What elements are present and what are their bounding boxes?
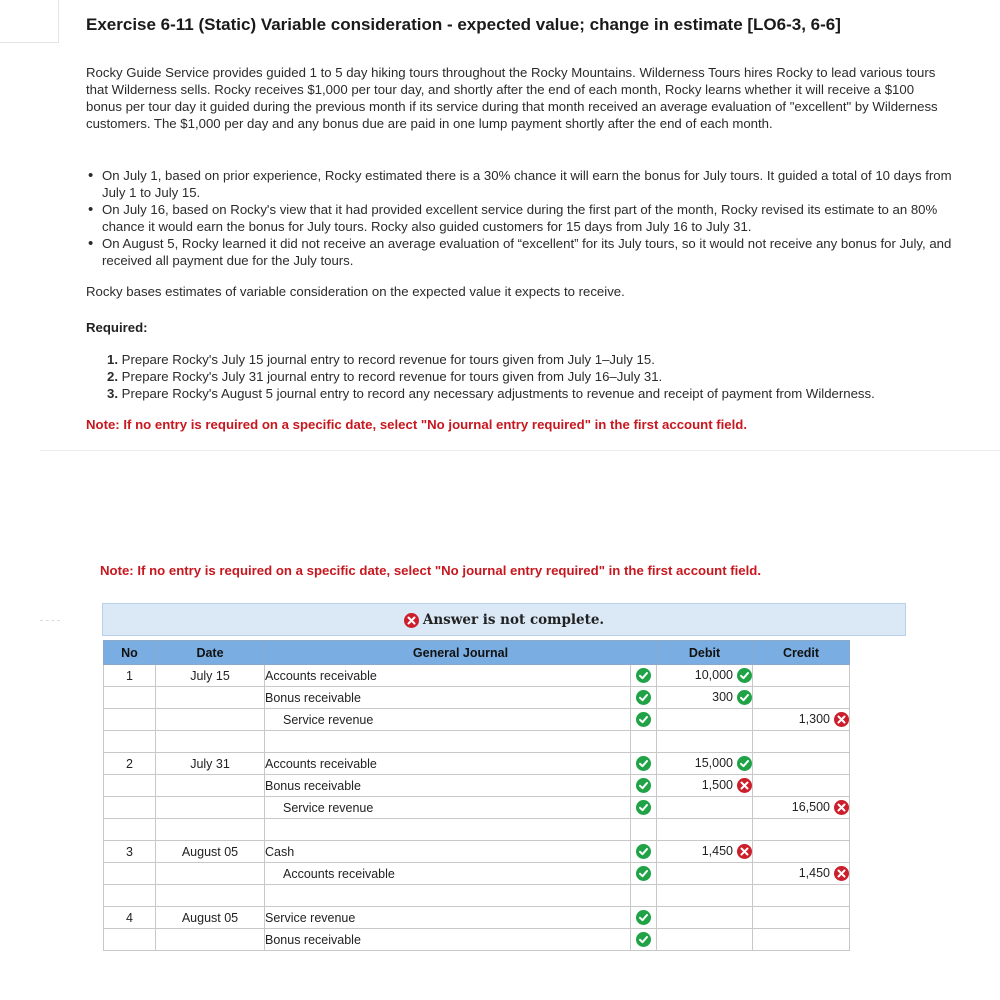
column-header-debit: Debit xyxy=(657,641,753,665)
entry-date-cell[interactable] xyxy=(156,841,265,863)
debit-cell-value: 10,000 xyxy=(694,667,733,682)
requirement-number: 2. xyxy=(107,369,118,385)
spacer-row xyxy=(104,885,850,907)
requirements-list xyxy=(107,351,875,402)
table-row xyxy=(104,687,850,709)
debit-cell[interactable] xyxy=(657,687,753,709)
check-cell xyxy=(631,731,657,753)
debit-cell-value: 15,000 xyxy=(694,755,733,770)
account-cell-value: Service revenue xyxy=(265,910,356,925)
scenario-bullets xyxy=(86,167,966,270)
debit-cell[interactable] xyxy=(657,709,753,731)
account-cell-value: Service revenue xyxy=(283,800,374,815)
debit-cell[interactable] xyxy=(657,907,753,929)
entry-number-cell-value: 1 xyxy=(126,668,133,683)
account-cell-value: Accounts receivable xyxy=(265,668,377,683)
account-cell[interactable] xyxy=(265,687,631,709)
entry-number-cell xyxy=(104,665,156,687)
credit-cell[interactable] xyxy=(753,709,850,731)
answer-status-bar xyxy=(102,603,906,636)
table-row xyxy=(104,907,850,929)
check-circle-icon xyxy=(636,932,651,947)
debit-cell[interactable] xyxy=(657,841,753,863)
table-row xyxy=(104,797,850,819)
account-status-cell xyxy=(631,863,657,885)
account-cell[interactable] xyxy=(265,929,631,951)
credit-cell[interactable] xyxy=(753,907,850,929)
check-circle-icon xyxy=(737,690,752,705)
account-cell xyxy=(265,731,631,753)
entry-date-cell[interactable] xyxy=(156,665,265,687)
debit-cell[interactable] xyxy=(657,775,753,797)
spacer-row xyxy=(104,731,850,753)
entry-number-cell xyxy=(104,863,156,885)
account-cell-value: Cash xyxy=(265,844,295,859)
entry-date-cell[interactable] xyxy=(156,775,265,797)
requirement-text: Prepare Rocky's August 5 journal entry to record any necessary adjustments to revenue and receipt of payment from Wilderness. xyxy=(121,386,875,402)
entry-number-cell xyxy=(104,709,156,731)
check-circle-icon xyxy=(636,712,651,727)
date-cell xyxy=(156,885,265,907)
entry-number-cell xyxy=(104,775,156,797)
requirement-text: Prepare Rocky's July 31 journal entry to record revenue for tours given from July 16–July 31. xyxy=(121,369,663,385)
corner-frame xyxy=(0,0,59,43)
section-divider xyxy=(40,450,1000,451)
credit-cell[interactable] xyxy=(753,687,850,709)
requirement-item xyxy=(107,385,875,402)
table-row xyxy=(104,665,850,687)
debit-cell-value: 1,450 xyxy=(701,843,733,858)
x-circle-icon xyxy=(834,866,849,881)
credit-cell[interactable] xyxy=(753,775,850,797)
bullet-item: • On July 16, based on Rocky's view that it had provided excellent service during the first part of the month, Rocky revised its estimate to an 80% chance it would earn the bonus for July tours. Rocky also guided customers for 15 days from July 16 to July 31. xyxy=(86,201,966,235)
requirement-item xyxy=(107,351,875,368)
check-circle-icon xyxy=(636,866,651,881)
account-status-cell xyxy=(631,665,657,687)
x-circle-icon xyxy=(834,712,849,727)
account-cell-value: Bonus receivable xyxy=(265,932,361,947)
entry-number-cell-value: 4 xyxy=(126,910,133,925)
account-cell[interactable] xyxy=(265,775,631,797)
table-row xyxy=(104,775,850,797)
entry-date-cell[interactable] xyxy=(156,687,265,709)
account-cell-value: Bonus receivable xyxy=(265,690,361,705)
table-row xyxy=(104,863,850,885)
entry-date-cell[interactable] xyxy=(156,929,265,951)
column-header-general-journal: General Journal xyxy=(265,641,657,665)
credit-cell[interactable] xyxy=(753,841,850,863)
column-header-date: Date xyxy=(156,641,265,665)
entry-date-cell[interactable] xyxy=(156,863,265,885)
credit-cell[interactable] xyxy=(753,863,850,885)
debit-cell-value: 300 xyxy=(712,689,733,704)
credit-cell-value: 16,500 xyxy=(791,799,830,814)
bullet-item: • On July 1, based on prior experience, Rocky estimated there is a 30% chance it will earn the bonus for July tours. It guided a total of 10 days from July 1 to July 15. xyxy=(86,167,966,201)
debit-cell xyxy=(657,819,753,841)
table-row xyxy=(104,709,850,731)
debit-cell xyxy=(657,731,753,753)
account-status-cell xyxy=(631,709,657,731)
check-circle-icon xyxy=(636,844,651,859)
check-circle-icon xyxy=(636,910,651,925)
debit-cell xyxy=(657,885,753,907)
account-status-cell xyxy=(631,775,657,797)
entry-date-cell[interactable] xyxy=(156,709,265,731)
side-marker xyxy=(40,620,60,621)
account-status-cell xyxy=(631,841,657,863)
account-status-cell xyxy=(631,753,657,775)
instruction-note-repeat: Note: If no entry is required on a specific date, select "No journal entry required" in the first account field. xyxy=(100,563,762,578)
entry-date-cell[interactable] xyxy=(156,797,265,819)
credit-cell[interactable] xyxy=(753,665,850,687)
x-circle-icon xyxy=(737,778,752,793)
account-cell[interactable] xyxy=(265,753,631,775)
bullet-item: • On August 5, Rocky learned it did not receive an average evaluation of “excellent” for its July tours, so it would not receive any bonus for July, and received all payment due for the July tours. xyxy=(86,235,966,269)
entry-number-cell xyxy=(104,929,156,951)
estimate-basis-text: Rocky bases estimates of variable consideration on the expected value it expects to receive. xyxy=(86,284,625,299)
x-circle-icon xyxy=(404,613,419,628)
check-circle-icon xyxy=(636,690,651,705)
journal-entry-table xyxy=(103,640,850,951)
entry-number-cell xyxy=(104,841,156,863)
table-row xyxy=(104,929,850,951)
check-circle-icon xyxy=(636,778,651,793)
entry-date-cell-value: July 15 xyxy=(190,668,230,683)
account-cell[interactable] xyxy=(265,797,631,819)
account-status-cell xyxy=(631,929,657,951)
credit-cell[interactable] xyxy=(753,753,850,775)
exercise-title: Exercise 6-11 (Static) Variable consideration - expected value; change in estimate [LO6-3, 6-6] xyxy=(86,15,841,34)
column-header-credit: Credit xyxy=(753,641,850,665)
no-cell xyxy=(104,731,156,753)
no-cell xyxy=(104,819,156,841)
debit-cell[interactable] xyxy=(657,665,753,687)
table-row xyxy=(104,753,850,775)
requirement-item xyxy=(107,368,875,385)
account-status-cell xyxy=(631,907,657,929)
credit-cell xyxy=(753,731,850,753)
instruction-note: Note: If no entry is required on a specific date, select "No journal entry required" in the first account field. xyxy=(86,417,748,432)
entry-date-cell-value: August 05 xyxy=(181,844,239,859)
check-cell xyxy=(631,819,657,841)
debit-cell[interactable] xyxy=(657,929,753,951)
account-cell-value: Accounts receivable xyxy=(283,866,395,881)
credit-cell xyxy=(753,819,850,841)
journal-body xyxy=(104,665,850,951)
check-circle-icon xyxy=(636,668,651,683)
account-cell[interactable] xyxy=(265,709,631,731)
column-header-no: No xyxy=(104,641,156,665)
entry-number-cell xyxy=(104,797,156,819)
date-cell xyxy=(156,731,265,753)
date-cell xyxy=(156,819,265,841)
account-cell-value: Accounts receivable xyxy=(265,756,377,771)
credit-cell[interactable] xyxy=(753,929,850,951)
debit-cell[interactable] xyxy=(657,797,753,819)
entry-number-cell xyxy=(104,753,156,775)
no-cell xyxy=(104,885,156,907)
account-cell[interactable] xyxy=(265,907,631,929)
credit-cell-value: 1,450 xyxy=(798,865,830,880)
requirement-text: Prepare Rocky's July 15 journal entry to record revenue for tours given from July 1–July 15. xyxy=(121,352,655,367)
intro-paragraph: Rocky Guide Service provides guided 1 to 5 day hiking tours throughout the Rocky Mountains. Wilderness Tours hires Rocky to lead various tours that Wilderness sells. Rocky receives $1,000 per tour day, and shortly after the end of each month, Rocky learns whether it will receive a $100 bonus per tour day it guided during the previous month if its service during that month received an average evaluation of "excellent" by Wilderness customers. The $1,000 per day and any bonus due are paid in one lump payment shortly after the end of each month. xyxy=(86,65,938,132)
table-row xyxy=(104,841,850,863)
check-circle-icon xyxy=(636,800,651,815)
account-status-cell xyxy=(631,797,657,819)
credit-cell[interactable] xyxy=(753,797,850,819)
requirement-number: 1. xyxy=(107,352,118,367)
account-cell xyxy=(265,885,631,907)
account-cell xyxy=(265,819,631,841)
requirement-number: 3. xyxy=(107,386,118,402)
x-circle-icon xyxy=(834,800,849,815)
debit-cell[interactable] xyxy=(657,863,753,885)
required-heading: Required: xyxy=(86,320,148,335)
credit-cell xyxy=(753,885,850,907)
answer-status-text: Answer is not complete. xyxy=(422,612,605,628)
account-status-cell xyxy=(631,687,657,709)
entry-number-cell-value: 2 xyxy=(126,756,133,771)
account-cell[interactable] xyxy=(265,841,631,863)
check-circle-icon xyxy=(737,756,752,771)
entry-date-cell[interactable] xyxy=(156,753,265,775)
entry-date-cell-value: July 31 xyxy=(190,756,230,771)
account-cell-value: Service revenue xyxy=(283,712,374,727)
entry-date-cell[interactable] xyxy=(156,907,265,929)
entry-date-cell-value: August 05 xyxy=(181,910,239,925)
debit-cell-value: 1,500 xyxy=(701,777,733,792)
entry-number-cell xyxy=(104,687,156,709)
check-circle-icon xyxy=(737,668,752,683)
account-cell[interactable] xyxy=(265,665,631,687)
entry-number-cell xyxy=(104,907,156,929)
account-cell[interactable] xyxy=(265,863,631,885)
check-circle-icon xyxy=(636,756,651,771)
x-circle-icon xyxy=(737,844,752,859)
debit-cell[interactable] xyxy=(657,753,753,775)
credit-cell-value: 1,300 xyxy=(798,711,830,726)
account-cell-value: Bonus receivable xyxy=(265,778,361,793)
check-cell xyxy=(631,885,657,907)
entry-number-cell-value: 3 xyxy=(126,844,133,859)
spacer-row xyxy=(104,819,850,841)
